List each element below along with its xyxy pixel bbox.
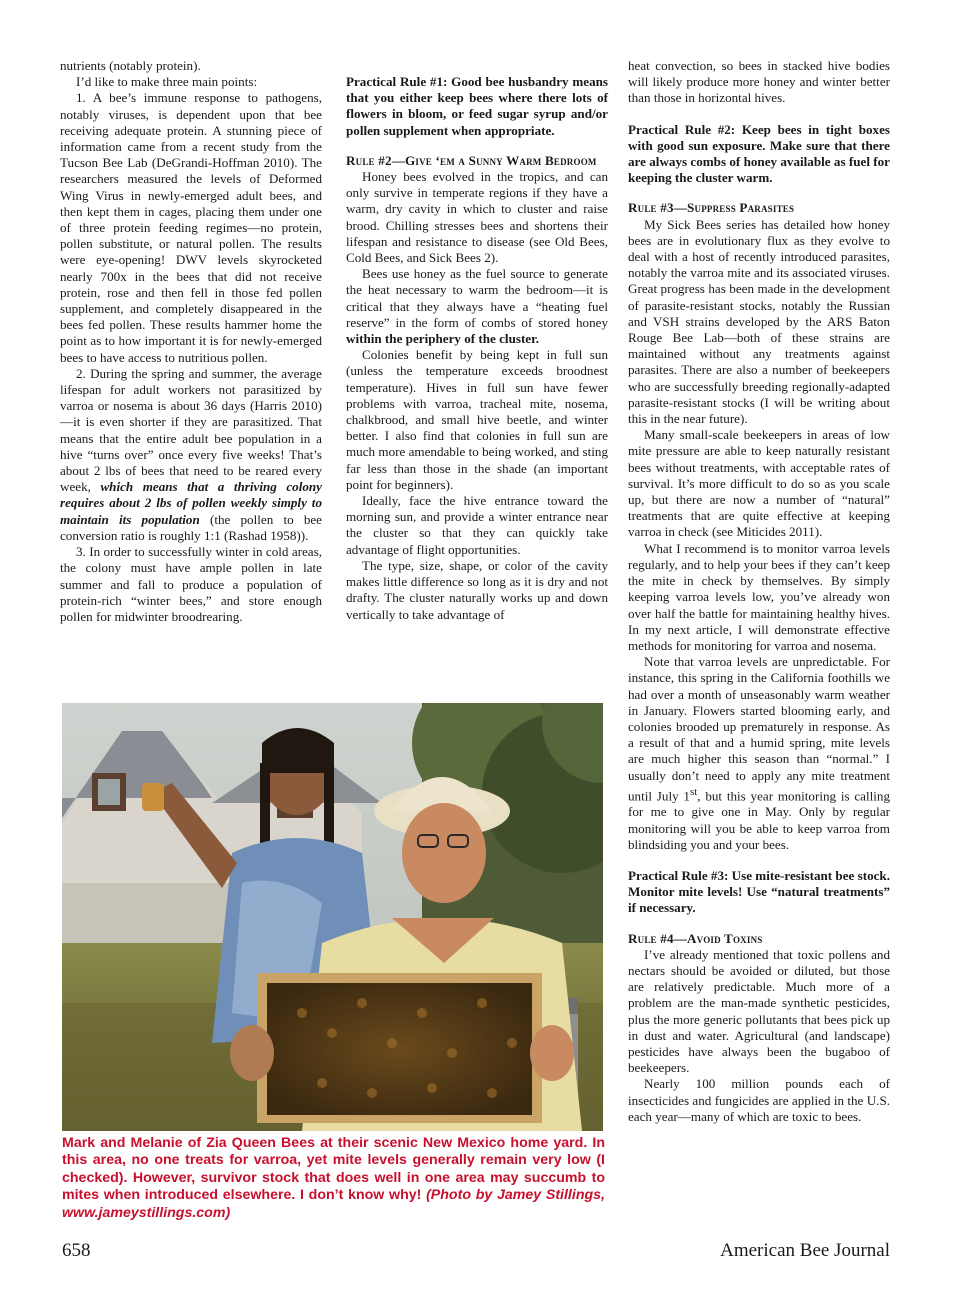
text-run: 2. During the spring and summer, the average lifespan for adult workers not parasitized by varroa or nosema is about 36 days (Harris 2010)—it is even shorter if they are parasitized. That means that the entire adult bee population in a hive “turns over” once every five weeks! That’s about 2 lbs of bees that need to be reared every week, [60,365,322,495]
paragraph: The type, size, shape, or color of the cavity makes little difference so long as it is dry and not drafty. The cluster naturally works up and down vertically to take advantage of [346,557,608,622]
page-number: 658 [62,1240,91,1261]
paragraph: 3. In order to successfully winter in cold areas, the colony must have ample pollen in late summer and fall to produce a population of protein-rich “winter bees,” and store enough pollen for midwinter broodrearing. [60,544,322,624]
section-heading-rule-3: Rule #3—Suppress Parasites [628,200,795,216]
paragraph: I’d like to make three main points: [76,74,258,90]
practical-rule-1: Practical Rule #1: Good bee husbandry means that you either keep bees where there lots of flowers in bloom, or feed sugar syrup and/or pollen supplement when appropriate. [346,74,608,138]
emphasis-text: which means that a thriving colony requires about 2 lbs of pollen weekly simply to maintain its population [60,479,322,527]
paragraph: My Sick Bees series has detailed how honey bees are in evolutionary flux as they evolve to deal with a host of recently introduced parasites, notably the varroa mite and its associated viruses. Great progress has been made in the development of parasite-resistant stocks, notably the Russian and VSH strains developed by the ARS Baton Rouge Bee Lab—both of these strains are maintained without any treatments against parasites. There are also a number of beekeepers who are successfully breeding regionally-adapted parasite-resistant stocks (I will be writing about this in the near future). [628,216,890,427]
beekeepers-photo [62,703,603,1131]
text-run: , but this year monitoring is calling for me to give one in May. Only by regular monitoring will you be able to keep varroa from blindsiding you and your bees. [628,788,890,852]
paragraph: heat convection, so bees in stacked hive bodies will likely produce more honey and winter better than those in horizontal hives. [628,58,890,106]
bold-text: within the periphery of the cluster. [346,331,539,347]
article-column-1 [60,58,322,625]
superscript: st [689,785,698,798]
paragraph: nutrients (notably protein). [60,58,201,73]
section-heading-rule-4: Rule #4—Avoid Toxins [628,930,763,946]
article-column-2 [346,58,608,623]
paragraph: Colonies benefit by being kept in full sun (unless the temperature exceeds broodnest temperature). Hives in full sun have fewer problems with varroa, tracheal mite, nosema, chalkbrood, and small hive beetle, and winter better. I also find that colonies in full sun are much more amendable to being worked, and sting far less than those in the shade (an important point for beginners). [346,347,608,492]
photo-caption [62,1135,605,1222]
text-run: (the pollen to bee conversion ratio is roughly 1:1 (Rashad 1958)). [60,511,322,543]
photo-credit: (Photo by Jamey Stillings, www.jameystillings.com) [62,1187,605,1221]
paragraph [60,366,322,544]
caption-text: Mark and Melanie of Zia Queen Bees at their scenic New Mexico home yard. In this area, no one treats for varroa, yet mite levels generally remain very low (I checked). However, survivor stock that does well in one area may succumb to mites when introduced elsewhere. I don’t know why! [62,1135,605,1204]
paragraph: Ideally, face the hive entrance toward the morning sun, and provide a winter entrance near the cluster so that they can quickly take advantage of flight opportunities. [346,493,608,557]
practical-rule-3: Practical Rule #3: Use mite-resistant bee stock. Monitor mite levels! Use “natural treatments” if necessary. [628,867,890,916]
article-column-3 [628,58,890,1125]
section-heading-rule-2: Rule #2—Give ‘em a Sunny Warm Bedroom [346,152,597,168]
paragraph [346,266,608,347]
text-run: Note that varroa levels are unpredictable. For instance, this spring in the California foothills we had over a month of unseasonably warm weather in January. Flowers started blooming early, and colonies brooded up prematurely in response. As a result of that and a humid spring, mite levels are much higher this season than “normal.” I usually don’t need to apply any mite treatment until July 1 [628,654,890,804]
paragraph: Honey bees evolved in the tropics, and can only survive in temperate regions if they have a warm, dry cavity in which to cluster and raise brood. Chilling stresses bees and shortens their lifespan and resistance to disease (see Old Bees, Cold Bees, and Sick Bees 2). [346,169,608,266]
paragraph: 1. A bee’s immune response to pathogens, notably viruses, is dependent upon that bee receiving adequate protein. A stunning piece of information came from a recent study from the Tucson Bee Lab (DeGrandi-Hoffman 2010). The researchers measured the levels of Deformed Wing Virus in newly-emerged adult bees, and then kept them in cages, placing them under one of three protein feeding regimes—no protein, pollen substitute, or natural pollen. The results were eye-opening! DWV levels skyrocketed nearly 700x in the bees that did not receive protein, rose and then fell in those fed pollen supplement, and completely disappeared in the bees fed pollen. These results hammer home the point as to how important it is for newly-emerged bees to have access to nutritious pollen. [60,90,322,365]
journal-name: American Bee Journal [720,1240,890,1261]
practical-rule-2: Practical Rule #2: Keep bees in tight boxes with good sun exposure. Make sure that there are always combs of honey available as fuel for keeping the cluster warm. [628,121,890,186]
paragraph: Many small-scale beekeepers in areas of low mite pressure are able to keep naturally resistant bees without treatments, with acceptable rates of survival. It’s more difficult to do so as you scale up, but there are now a number of “natural” treatments that are quite effective at keeping varroa in check (see Miticides 2011). [628,427,890,540]
paragraph: Nearly 100 million pounds each of insecticides and fungicides are applied in the U.S. each year—many of which are toxic to bees. [628,1076,890,1124]
paragraph: I’ve already mentioned that toxic pollens and nectars should be avoided or diluted, but those are relatively predictable. Much more of a problem are the man-made synthetic pesticides, plus the more generic pollutants that bees pick up in dust and water. Agricultural (and landscape) pesticides have always been the bugaboo of beekeepers. [628,946,890,1076]
paragraph: What I recommend is to monitor varroa levels regularly, and to help your bees if they can’t keep the mite in check by themselves. By simply keeping varroa levels low, you’ve already won over half the battle for maintaining healthy hives. In my next article, I will demonstrate effective methods for monitoring for varroa and nosema. [628,540,890,653]
paragraph [628,654,890,853]
text-run: Bees use honey as the fuel source to generate the heat necessary to warm the bedroom—it is critical that they always have a “heating fuel reserve” in the form of combs of stored honey [346,266,608,330]
